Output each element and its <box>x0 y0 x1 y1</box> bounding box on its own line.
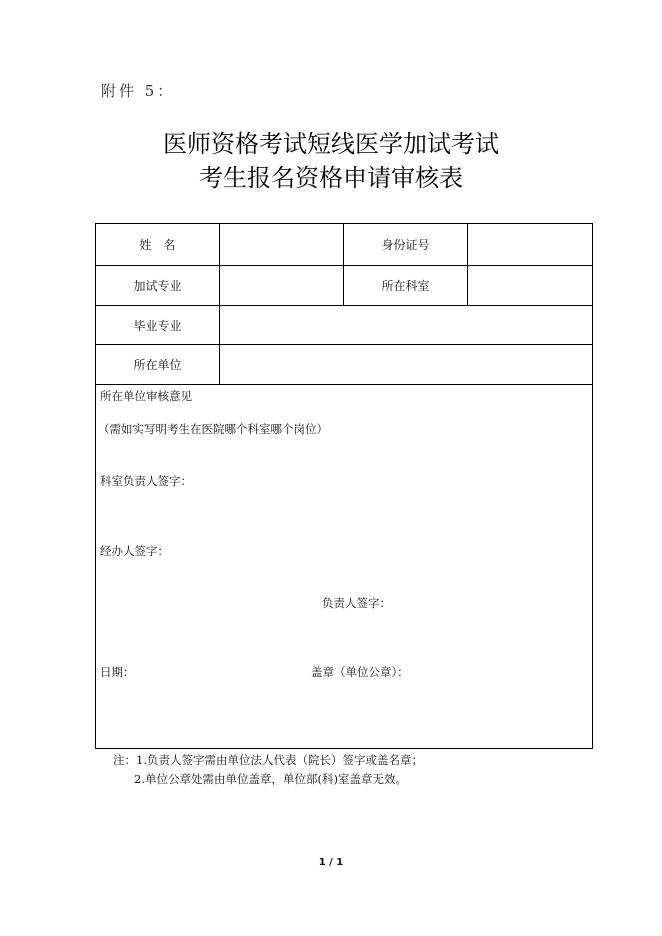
attachment-label: 附件 5： <box>101 82 176 100</box>
graduation-major-field[interactable] <box>220 306 593 345</box>
id-number-field[interactable] <box>468 224 593 266</box>
dept-head-signature-label: 科室负责人签字： <box>100 474 192 488</box>
id-number-label: 身份证号 <box>344 224 468 266</box>
form-title-line2: 考生报名资格申请审核表 <box>199 164 463 192</box>
department-field[interactable] <box>468 266 593 306</box>
page-number: 1 / 1 <box>318 857 344 868</box>
work-unit-field[interactable] <box>220 345 593 385</box>
department-label: 所在科室 <box>344 266 468 306</box>
note-line-2: 2.单位公章处需由单位盖章，单位部(科)室盖章无效。 <box>134 772 407 786</box>
note-line-1: 注：1.负责人签字需由单位法人代表（院长）签字或盖名章； <box>113 753 423 767</box>
application-form-table <box>95 223 593 749</box>
review-heading: 所在单位审核意见 <box>100 389 192 403</box>
form-row-unit <box>96 345 593 385</box>
name-field[interactable] <box>220 224 344 266</box>
form-row-graduation <box>96 306 593 345</box>
work-unit-label: 所在单位 <box>96 345 220 385</box>
responsible-signature-label: 负责人签字： <box>322 596 391 610</box>
form-row-name <box>96 224 593 266</box>
exam-major-field[interactable] <box>220 266 344 306</box>
form-row-review <box>96 385 593 749</box>
handler-signature-label: 经办人签字： <box>100 544 169 558</box>
review-section[interactable] <box>96 385 593 749</box>
form-title-line1: 医师资格考试短线医学加试考试 <box>163 130 499 158</box>
seal-label: 盖章（单位公章）： <box>311 665 409 679</box>
notes <box>113 751 423 789</box>
review-instruction: （需如实写明考生在医院哪个科室哪个岗位） <box>98 422 328 436</box>
exam-major-label: 加试专业 <box>96 266 220 306</box>
name-label: 姓 名 <box>96 224 220 266</box>
graduation-major-label: 毕业专业 <box>96 306 220 345</box>
form-row-major <box>96 266 593 306</box>
date-label: 日期： <box>100 665 135 679</box>
